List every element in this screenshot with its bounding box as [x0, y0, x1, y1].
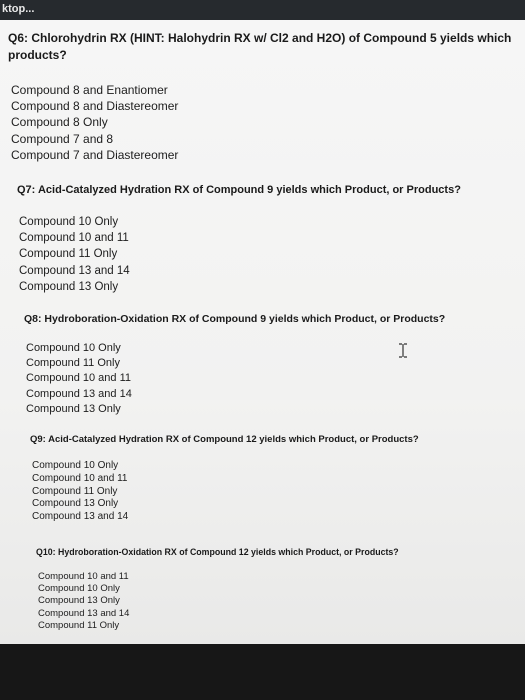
question-6-title: Q6: Chlorohydrin RX (HINT: Halohydrin RX w/ Cl2 and H2O) of Compound 5 yields which products? [8, 31, 512, 62]
question-9-title: Q9: Acid-Catalyzed Hydration RX of Compound 12 yields which Product, or Products? [30, 434, 419, 445]
option-item[interactable]: Compound 13 and 14 [19, 264, 130, 277]
question-10-options [38, 571, 129, 632]
option-item[interactable]: Compound 11 Only [19, 248, 118, 261]
question-6-options [11, 82, 178, 163]
option-item[interactable]: Compound 13 Only [38, 595, 120, 607]
option-item[interactable]: Compound 10 Only [19, 216, 119, 228]
option-item[interactable]: Compound 7 and Diastereomer [11, 147, 179, 162]
option-item[interactable]: Compound 11 Only [38, 619, 120, 631]
option-item[interactable]: Compound 10 Only [26, 342, 121, 354]
bottom-bezel [0, 644, 525, 700]
question-9-options [32, 460, 128, 524]
question-7-options [19, 214, 130, 295]
option-item[interactable]: Compound 13 and 14 [38, 607, 130, 619]
option-item[interactable]: Compound 7 and 8 [11, 131, 114, 146]
option-item[interactable]: Compound 13 and 14 [32, 511, 129, 523]
option-item[interactable]: Compound 13 Only [32, 498, 119, 510]
option-item[interactable]: Compound 13 Only [26, 402, 121, 415]
text-cursor-icon [398, 343, 408, 358]
option-item[interactable]: Compound 11 Only [26, 357, 120, 370]
option-item[interactable]: Compound 10 and 11 [38, 571, 129, 582]
option-item[interactable]: Compound 8 and Enantiomer [11, 83, 168, 97]
option-item[interactable]: Compound 13 and 14 [26, 387, 132, 400]
question-10-title: Q10: Hydroboration-Oxidation RX of Compound 12 yields which Product, or Products? [36, 547, 399, 557]
option-item[interactable]: Compound 10 Only [32, 460, 119, 471]
window-title: ktop... [2, 3, 35, 15]
option-item[interactable]: Compound 11 Only [32, 485, 118, 497]
option-item[interactable]: Compound 10 and 11 [32, 472, 128, 484]
option-item[interactable]: Compound 8 Only [11, 115, 108, 130]
option-item[interactable]: Compound 10 and 11 [26, 372, 131, 385]
option-item[interactable]: Compound 13 Only [19, 280, 119, 293]
question-8-options [26, 341, 132, 417]
question-7-title: Q7: Acid-Catalyzed Hydration RX of Compound 9 yields which Product, or Products? [17, 184, 461, 196]
title-bar [0, 0, 525, 20]
option-item[interactable]: Compound 10 Only [38, 583, 120, 595]
option-item[interactable]: Compound 8 and Diastereomer [11, 99, 179, 114]
option-item[interactable]: Compound 10 and 11 [19, 232, 129, 245]
question-8-title: Q8: Hydroboration-Oxidation RX of Compound 9 yields which Product, or Products? [24, 313, 446, 325]
